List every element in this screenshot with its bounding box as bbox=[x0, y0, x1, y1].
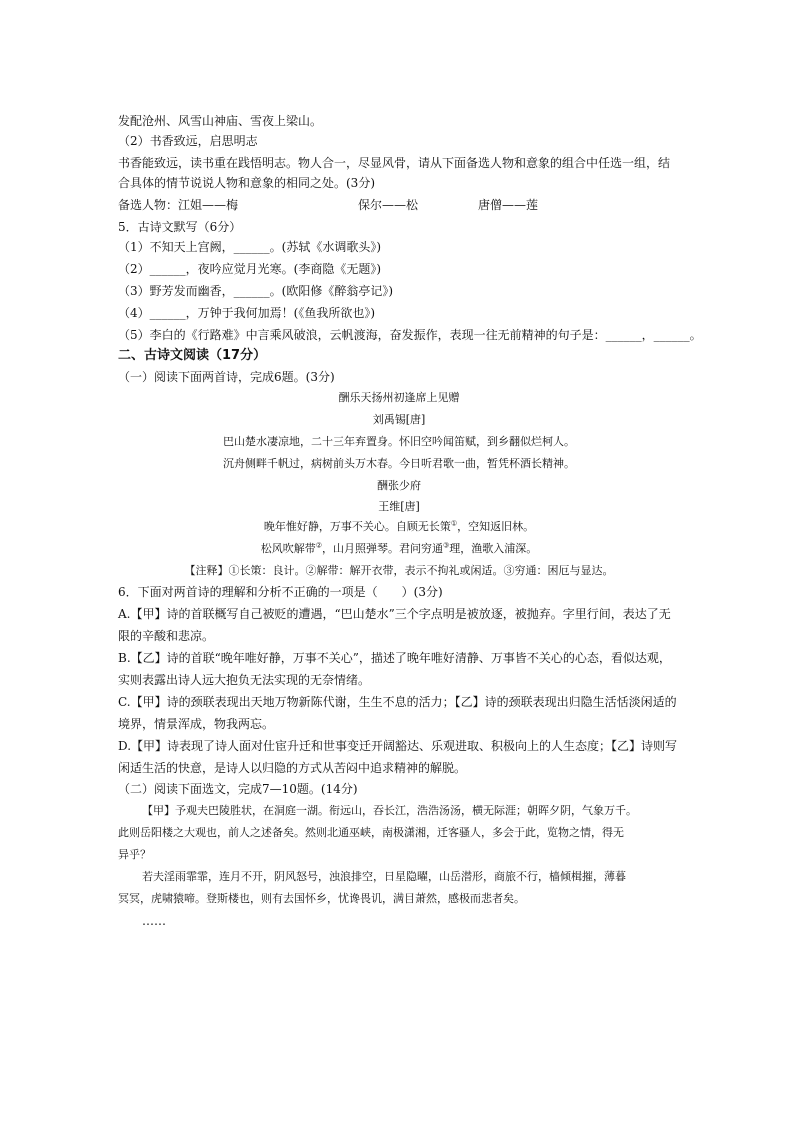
q6-option-a-line2: 限的辛酸和悲凉。 bbox=[118, 629, 215, 643]
q5-item-4: （4）______，万钟于我何加焉！(《鱼我所欲也》) bbox=[118, 306, 375, 320]
poem-annotations: 【注释】①长策：良计。②解带：解开衣带，表示不拘礼或闲适。③穷通：困厄与显达。 bbox=[184, 564, 614, 577]
q6-option-b-line1: B.【乙】诗的首联“晚年唯好静，万事不关心”，描述了晚年唯好清静、万事皆不关心的心态，看似达观， bbox=[118, 651, 671, 665]
passage-p1-line3: 异乎？ bbox=[118, 848, 151, 861]
q4-sub2-body-line2: 合具体的情节说说人物和意象的相同之处。(3分) bbox=[118, 176, 375, 190]
poem2-line1 bbox=[118, 519, 680, 535]
q6-option-c-line1: C.【甲】诗的颈联表现出天地万物新陈代谢，生生不息的活力；【乙】诗的颈联表现出归隐生活恬淡闲适的 bbox=[118, 695, 677, 709]
q5-title: 5．古诗文默写（6分） bbox=[118, 220, 242, 234]
q6-option-c-line2: 境界，情景浑成，物我两忘。 bbox=[118, 717, 275, 731]
option-jiangjie-plum: 备选人物：江姐——梅 bbox=[118, 198, 239, 212]
note-mark-2: ② bbox=[315, 541, 322, 550]
section2-heading: 二、古诗文阅读（17分） bbox=[118, 348, 267, 363]
q6-option-a-line1: A.【甲】诗的首联概写自己被贬的遭遇，“巴山楚水”三个字点明是被放逐，被抛弃。字里行间，表达了无 bbox=[118, 607, 671, 621]
option-tangseng-lotus: 唐僧——莲 bbox=[478, 198, 539, 212]
q6-option-b-line2: 实则表露出诗人远大抱负无法实现的无奈情绪。 bbox=[118, 673, 371, 687]
q6-option-d-line2: 闲适生活的快意，是诗人以归隐的方式从苦闷中追求精神的解脱。 bbox=[118, 761, 467, 775]
poem1-line1: 巴山楚水凄凉地，二十三年弃置身。怀旧空吟闻笛赋，到乡翻似烂柯人。 bbox=[223, 435, 575, 448]
q5-item-2: （2）______，夜吟应觉月光寒。(李商隐《无题》) bbox=[118, 262, 381, 276]
option-baoer-pine: 保尔——松 bbox=[358, 198, 419, 212]
poem1-title: 酬乐天扬州初逢席上见赠 bbox=[338, 391, 460, 404]
q4-sub2-title: （2）书香致远，启思明志 bbox=[118, 134, 258, 148]
q5-item-1: （1）不知天上宫阙，______。(苏轼《水调歌头》) bbox=[118, 240, 381, 254]
poem2-line2-part-c: 理，渔歌入浦深。 bbox=[449, 542, 538, 555]
q4-continuation: 发配沧州、风雪山神庙、雪夜上梁山。 bbox=[118, 114, 323, 128]
q6-stem: 6．下面对两首诗的理解和分析不正确的一项是（ ）(3分) bbox=[118, 585, 443, 599]
poem1-author: 刘禹锡[唐] bbox=[372, 413, 426, 426]
poem2-line2-part-a: 松风吹解带 bbox=[260, 542, 316, 555]
passage-p2-line1: 若夫淫雨霏霏，连月不开，阴风怒号，浊浪排空，日星隐曜，山岳潜形，商旅不行，樯倾楫摧，薄暮 bbox=[142, 870, 626, 883]
poem2-line1-part-a: 晚年惟好静，万事不关心。自顾无长策 bbox=[263, 520, 451, 533]
poem2-author: 王维[唐] bbox=[378, 500, 420, 513]
poem2-title: 酬张少府 bbox=[377, 479, 421, 492]
passage-ellipsis: …… bbox=[142, 914, 166, 928]
poem2-line2-part-b: ，山月照弹琴。君问穷通 bbox=[322, 542, 443, 555]
q6-option-d-line1: D.【甲】诗表现了诗人面对仕宦升迁和世事变迁开阔豁达、乐观进取、积极向上的人生态度；【乙】诗则写 bbox=[118, 739, 678, 753]
part1-intro: （一）阅读下面两首诗，完成6题。(3分) bbox=[118, 370, 335, 384]
passage-p1-line1: 【甲】予观夫巴陵胜状，在洞庭一湖。衔远山，吞长江，浩浩汤汤，横无际涯；朝晖夕阴，气象万千。 bbox=[142, 804, 637, 817]
poem2-line1-part-b: ，空知返旧林。 bbox=[457, 520, 535, 533]
passage-p1-line2: 此则岳阳楼之大观也，前人之述备矣。然则北通巫峡，南极潇湘，迁客骚人，多会于此，览物之情，得无 bbox=[118, 826, 624, 839]
q5-item-5: （5）李白的《行路难》中言乘风破浪，云帆渡海，奋发振作，表现一往无前精神的句子是：______，______。 bbox=[118, 328, 702, 342]
poem2-line2 bbox=[118, 541, 680, 557]
poem1-line2: 沉舟侧畔千帆过，病树前头万木春。今日听君歌一曲，暂凭杯酒长精神。 bbox=[223, 457, 575, 470]
part2-intro: （二）阅读下面选文，完成7—10题。(14分) bbox=[118, 782, 358, 796]
q4-sub2-body-line1: 书香能致远，读书重在践悟明志。物人合一，尽显风骨，请从下面备选人物和意象的组合中任选一组，结 bbox=[118, 156, 671, 170]
note-mark-3: ③ bbox=[443, 541, 450, 550]
q5-item-3: （3）野芳发而幽香，______。(欧阳修《醉翁亭记》) bbox=[118, 284, 393, 298]
note-mark-1: ① bbox=[450, 519, 458, 528]
passage-p2-line2: 冥冥，虎啸猿啼。登斯楼也，则有去国怀乡，忧谗畏讥，满目萧然，感极而悲者矣。 bbox=[118, 892, 525, 905]
